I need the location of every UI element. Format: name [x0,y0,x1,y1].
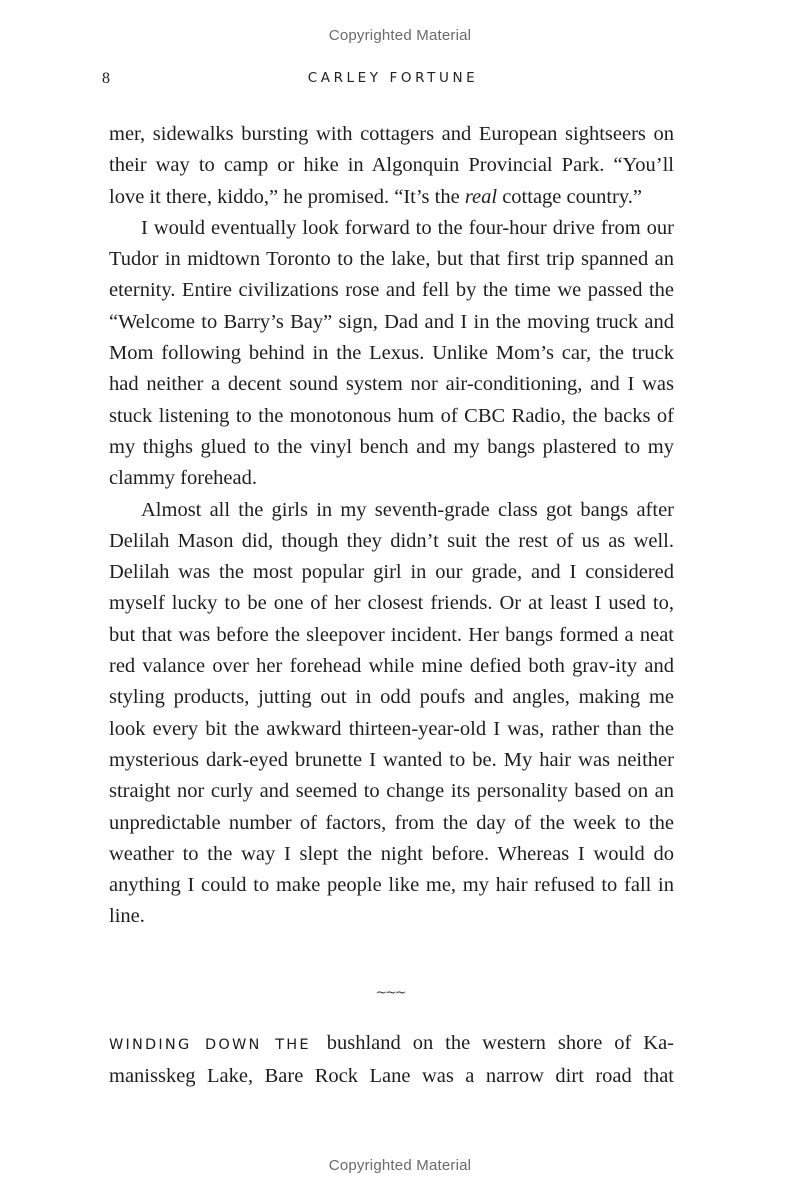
body-text [109,119,674,933]
copyright-watermark-bottom: Copyrighted Material [328,1157,472,1174]
paragraph-1 [109,119,674,213]
paragraph-2: I would eventually look forward to the four-hour drive from our Tudor in midtown Toronto to the lake, but that first trip spanned an eternity. Entire civilizations rose and fell by the time we passed the “Welcome to Barry’s Bay” sign, Dad and I in the moving truck and Mom following behind in the Lexus. Unlike Mom’s car, the truck had neither a decent sound system nor air-conditioning, and I was stuck listening to the monotonous hum of CBC Radio, the backs of my thighs glued to the vinyl bench and my bangs plastered to my clammy forehead. [109,216,674,490]
paragraph-1-text-a: mer, sidewalks bursting with cottagers and European sightseers on their way to camp or hike in Algonquin Provincial Park. “You’ll love it there, kiddo,” he promised. “It’s the [109,123,674,208]
copyright-watermark-top: Copyrighted Material [328,27,472,44]
section-opening-paragraph [109,1028,674,1093]
section-lead-in-caps: WINDING DOWN THE [109,1037,311,1053]
paragraph-1-emphasis: real [464,185,498,208]
section-break-ornament: ~~~ [375,985,405,1001]
running-head-author: CARLEY FORTUNE [307,70,479,86]
paragraph-3: Almost all the girls in my seventh-grade class got bangs after Delilah Mason did, though they didn’t suit the rest of us as well. Delilah was the most popular girl in our grade, and I considered myself lucky to be one of her closest friends. Or at least I used to, but that was before the sleepover incident. Her bangs formed a neat red valance over her forehead while mine defied both grav-ity and styling products, jutting out in odd poufs and angles, making me look every bit the awkward thirteen-year-old I was, rather than the mysterious dark-eyed brunette I wanted to be. My hair was neither straight nor curly and seemed to change its personality based on an unpredictable number of factors, from the day of the week to the weather to the way I slept the night before. Whereas I would do anything I could to make people like me, my hair refused to fall in line. [109,498,674,928]
section-opening [109,1028,674,1093]
section-opening-text: bushland on the western shore of Ka-manisskeg Lake, Bare Rock Lane was a narrow dirt road that [109,1032,675,1088]
paragraph-1-text-b: cottage country.” [497,185,643,208]
page-number: 8 [102,70,110,87]
